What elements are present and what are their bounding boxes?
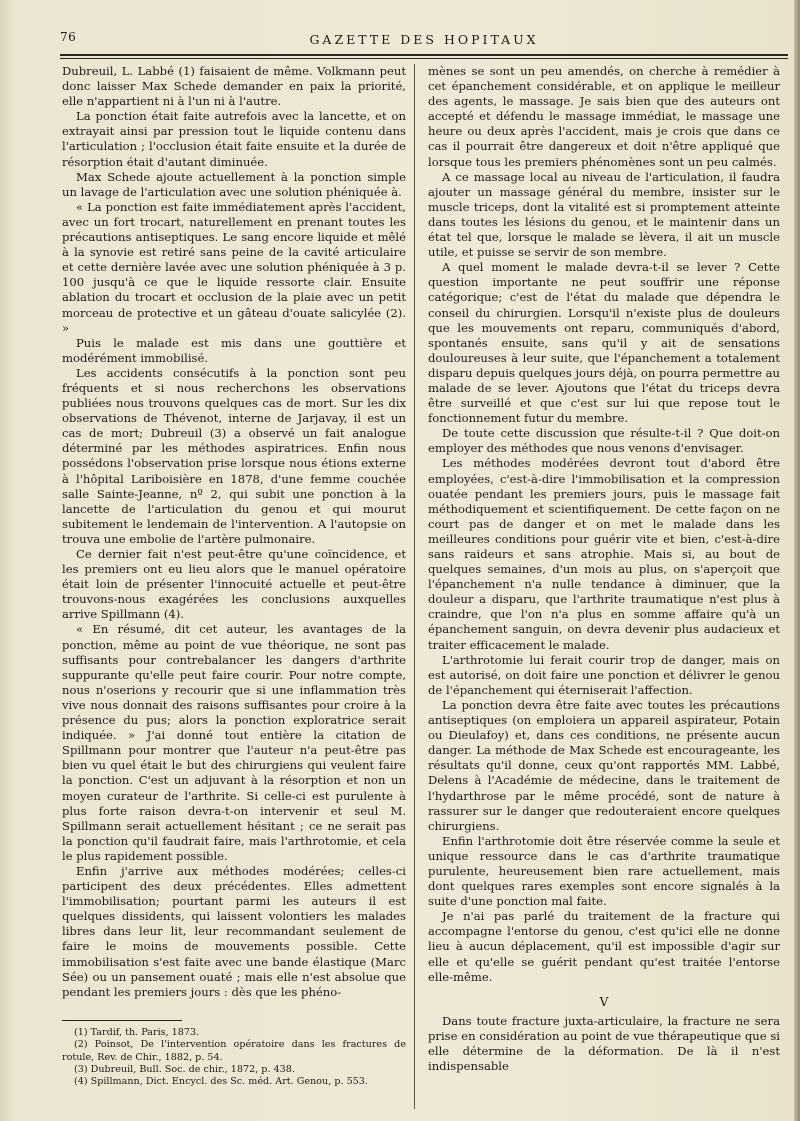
footnote: (2) Poinsot, De l'intervention opératoire dans les fractures de rotule, Rev. de Chir., 1882, p. 54. — [62, 1039, 406, 1063]
footnote: (3) Dubreuil, Bull. Soc. de chir., 1872, p. 438. — [74, 1064, 295, 1076]
paragraph: La ponction devra être faite avec toutes les précautions antiseptiques (on emploiera un appareil aspirateur, Potain ou Dieulafoy) et, dans ces conditions, ne présente aucun danger. La méthode de Max Schede est encourageante, les résultats qu'il donne, ceux qu'ont rapportés MM. Labbé, Delens à l'Académie de médecine, dans le traitement de l'hydarthrose par le même procédé, sont de nature à rassurer sur le danger que redouteraient encore quelques chirurgiens. — [428, 697, 780, 833]
page-number: 76 — [60, 30, 77, 44]
footnotes — [62, 1027, 406, 1089]
paragraph: Ce dernier fait n'est peut-être qu'une coïncidence, et les premiers ont eu lieu alors que le manuel opératoire était loin de présenter l'innocuité actuelle et peut-être trouvons-nous exagérées les conclusions auxquelles arrive Spillmann (4). — [62, 547, 406, 622]
header-rule — [60, 54, 788, 56]
footnote-rule — [62, 1020, 182, 1021]
paragraph: Puis le malade est mis dans une gouttière et modérément immobilisé. — [62, 335, 406, 365]
paragraph: mènes se sont un peu amendés, on cherche à remédier à cet épanchement considérable, et on applique le meilleur des agents, le massage. Je sais bien que des auteurs ont accepté et défendu le massage immédiat, le massage une heure ou deux après l'accident, mais je crois que dans ce cas il pourrait être dangereux et doit n'être appliqué que lorsque tous les premiers phénomènes sont un peu calmés. — [428, 64, 780, 169]
paragraph: De toute cette discussion que résulte-t-il ? Que doit-on employer des méthodes que nous venons d'envisager. — [428, 426, 780, 456]
paragraph: Je n'ai pas parlé du traitement de la fracture qui accompagne l'entorse du genou, c'est qu'ici elle ne donne lieu à aucun déplacement, qu'il est impossible d'agir sur elle et qu'elle se guérit pendant qu'est traitée l'entorse elle-même. — [428, 909, 780, 984]
running-title: GAZETTE DES HOPITAUX — [309, 32, 539, 47]
footnote: (1) Tardif, th. Paris, 1873. — [74, 1026, 200, 1038]
quotation-paragraph: « En résumé, dit cet auteur, les avantages de la ponction, même au point de vue théorique, ne sont pas suffisants pour contrebalancer les dangers d'arthrite suppurante qu'elle peut faire courir. Pour notre compte, nous n'oserions y recourir que si une inflammation très vive nous donnait des raisons suffisantes pour croire à la présence du pus; alors la ponction exploratrice serait indiquée. » J'ai donné tout entière la citation de Spillmann pour montrer que l'auteur n'a peut-être pas bien vu quel était le but des chirurgiens qui veulent faire la ponction. C'est un adjuvant à la résorption et non un moyen curateur de l'arthrite. Si celle-ci est purulente à plus forte raison devra-t-on intervenir et seul M. Spillmann serait actuellement hésitant ; ce ne serait pas la ponction qu'il faudrait faire, mais l'arthrotomie, et cela le plus rapidement possible. — [62, 622, 406, 863]
paragraph: Les méthodes modérées devront tout d'abord être employées, c'est-à-dire l'immobilisation et la compression ouatée pendant les premiers jours, puis le massage fait méthodiquement et scientifiquement. De cette façon on ne court pas de danger et on met le malade dans les meilleures conditions pour guérir vite et bien, c'est-à-dire sans raideurs et sans atrophie. Mais si, au bout de quelques semaines, d'un mois au plus, on s'aperçoit que l'épanchement n'a nulle tendance à diminuer, que la douleur a disparu, que l'arthrite traumatique n'est plus à craindre, que l'on n'a plus en somme affaire qu'à un épanchement sanguin, on devra devenir plus audacieux et traiter efficacement le malade. — [428, 456, 780, 652]
paragraph: Les accidents consécutifs à la ponction sont peu fréquents et si nous recherchons les observations publiées nous trouvons quelques cas de mort. Sur les dix observations de Thévenot, interne de Jarjavay, il est un cas de mort; Dubreuil (3) a observé un fait analogue déterminé par les méthodes aspiratrices. Enfin nous possédons l'observation prise lorsque nous étions externe à l'hôpital Lariboisière en 1878, d'une femme couchée salle Sainte-Jeanne, nº 2, qui subit une ponction à la lancette de l'articulation du genou et qui mourut subitement le lendemain de l'intervention. A l'autopsie on trouva une embolie de l'artère pulmonaire. — [62, 365, 406, 546]
paragraph: La ponction était faite autrefois avec la lancette, et on extrayait ainsi par pression tout le liquide contenu dans l'articulation ; l'occlusion était faite ensuite et la durée de résorption était d'autant diminuée. — [62, 109, 406, 169]
right-column — [428, 64, 780, 1074]
paragraph: Enfin l'arthrotomie doit être réservée comme la seule et unique ressource dans le cas d'arthrite traumatique purulente, heureusement bien rare actuellement, mais dont quelques rares exemples sont encore signalés à la suite d'une ponction mal faite. — [428, 833, 780, 909]
left-column — [62, 64, 406, 1089]
page-edge — [794, 0, 800, 1121]
paragraph: A quel moment le malade devra-t-il se lever ? Cette question importante ne peut souffrir une réponse catégorique; c'est de l'état du malade que dépendra le conseil du chirurgien. Lorsqu'il n'existe plus de douleurs que les mouvements ont reparu, communiqués d'abord, spontanés ensuite, sans qu'il y ait de sensations douloureuses à leur suite, que l'épanchement a totalement disparu depuis quelques jours déjà, on pourra permettre au malade de se lever. Ajoutons que l'état du triceps devra être surveillé et que c'est sur lui que repose tout le fonctionnement futur du membre. — [428, 260, 780, 426]
column-divider — [414, 64, 415, 1109]
footnote: (4) Spillmann, Dict. Encycl. des Sc. méd. Art. Genou, p. 553. — [74, 1076, 368, 1088]
header-rule-thin — [60, 58, 788, 59]
quotation-paragraph: « La ponction est faite immédiatement après l'accident, avec un fort trocart, naturellement en prenant toutes les précautions antiseptiques. Le sang encore liquide et mêlé à la synovie est retiré sans peine de la cavité articulaire et cette dernière lavée avec une solution phéniquée à 3 p. 100 jusqu'à ce que le liquide ressorte clair. Ensuite ablation du trocart et occlusion de la plaie avec un petit morceau de protective et un gâteau d'ouate salicylée (2). » — [62, 199, 406, 335]
paragraph: Max Schede ajoute actuellement à la ponction simple un lavage de l'articulation avec une solution phéniquée à. — [62, 169, 406, 199]
paragraph: A ce massage local au niveau de l'articulation, il faudra ajouter un massage général du membre, insister sur le muscle triceps, dont la vitalité est si promptement atteinte dans toutes les lésions du genou, et le maintenir dans un état tel que, lorsque le malade se lèvera, il ait un muscle utile, et puisse se servir de son membre. — [428, 169, 780, 260]
paragraph: L'arthrotomie lui ferait courir trop de danger, mais on est autorisé, on doit faire une ponction et délivrer le genou de l'épanchement qui éterniserait l'affection. — [428, 652, 780, 697]
page-header — [60, 30, 788, 50]
section-numeral: V — [599, 994, 609, 1009]
paragraph: Dubreuil, L. Labbé (1) faisaient de même. Volkmann peut donc laisser Max Schede demander en paix la priorité, elle n'appartient ni à l'un ni à l'autre. — [62, 64, 406, 109]
paragraph: Dans toute fracture juxta-articulaire, la fracture ne sera prise en considération au point de vue thérapeutique que si elle détermine de la déformation. De là il n'est indispensable — [428, 1013, 780, 1074]
paragraph: Enfin j'arrive aux méthodes modérées; celles-ci participent des deux précédentes. Elles admettent l'immobilisation; pourtant parmi les auteurs il est quelques dissidents, qui laissent volontiers les malades libres dans leur lit, leur recommandant seulement de faire le moins de mouvements possible. Cette immobilisation s'est faite avec une bande élastique (Marc Sée) ou un pansement ouaté ; mais elle n'est absolue que pendant les premiers jours : dès que les phéno- — [62, 863, 406, 999]
